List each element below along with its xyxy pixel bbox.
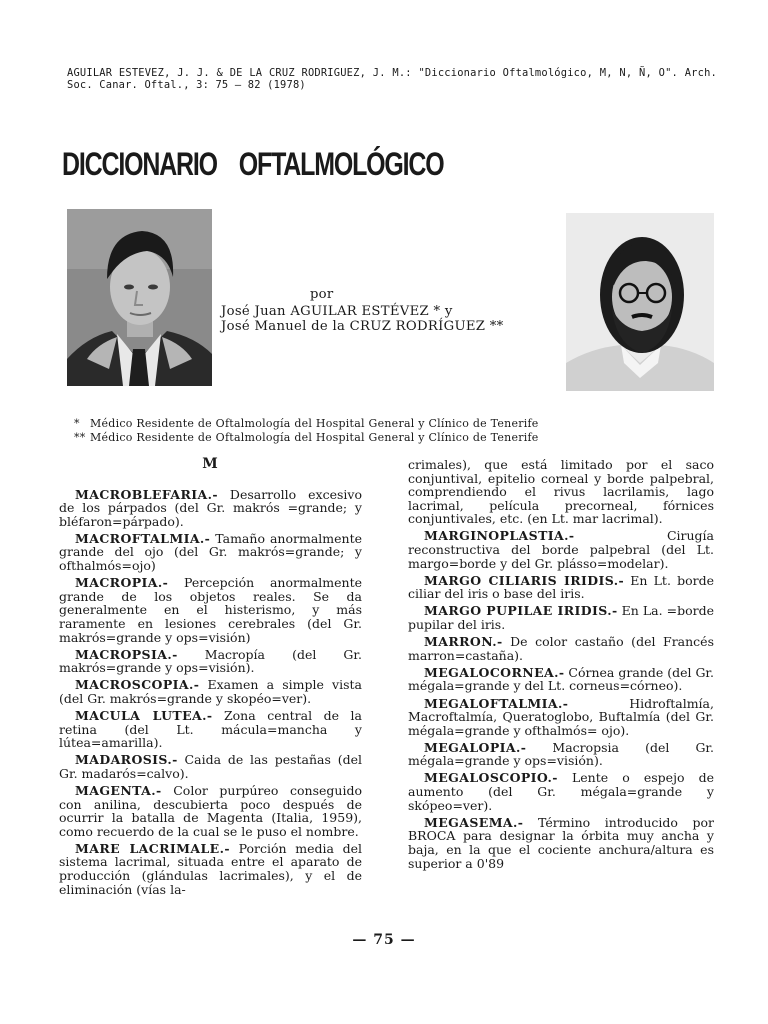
entry-definition: Tamaño anormalmente grande del ojo (del Gr. makrós=grande; y ofthalmós=ojo) <box>59 530 362 574</box>
entry-definition: En La. =borde pupilar del iris. <box>408 603 714 633</box>
affiliation-text: Médico Residente de Oftalmología del Hospital General y Clínico de Tenerife <box>90 417 539 430</box>
dictionary-entry <box>408 635 714 662</box>
entry-term: MADAROSIS.- <box>75 752 178 768</box>
entry-term: MACROFTALMIA.- <box>75 530 211 546</box>
dictionary-entry <box>408 666 714 693</box>
right-column <box>408 458 714 874</box>
entry-term: MEGALOCORNEA.- <box>424 664 565 680</box>
affiliation-mark: ** <box>74 431 86 444</box>
dictionary-entry <box>408 574 714 601</box>
byline-author-2: José Manuel de la CRUZ RODRÍGUEZ ** <box>221 319 504 334</box>
author-photo-1 <box>67 209 212 386</box>
page-number: — 75 — <box>352 932 416 948</box>
dictionary-entry <box>59 532 362 573</box>
affiliations <box>74 417 694 445</box>
entry-term: MACROPSIA.- <box>75 646 178 662</box>
dictionary-entry <box>408 529 714 570</box>
affiliation-1 <box>74 417 694 431</box>
entry-term: MARGINOPLASTIA.- <box>424 528 575 544</box>
dictionary-entry <box>59 576 362 644</box>
entry-definition: Examen a simple vista (del Gr. makrós=grande y skopéo=ver). <box>59 677 362 706</box>
left-column <box>59 458 362 900</box>
entry-definition: Percepción anormalmente grande de los objetos reales. Se da generalmente en el histerismo, y más raramente en lesiones cerebrales (del Gr. makrós=grande y ops=visión) <box>59 575 362 645</box>
dictionary-entry <box>408 697 714 738</box>
entry-term: MACROPIA.- <box>75 575 169 591</box>
entry-definition: Macropsia (del Gr. mégala=grande y ops=visión). <box>408 739 714 769</box>
dictionary-entry <box>408 604 714 631</box>
entry-term: MACULA LUTEA.- <box>75 708 213 723</box>
entry-term: MARGO PUPILAE IRIDIS.- <box>424 603 618 619</box>
entry-definition: Cirugía reconstructiva del borde palpebral (del Lt. margo=borde y del Gr. plásso=modelar). <box>408 528 714 571</box>
entry-term: MARRON.- <box>424 634 503 650</box>
dictionary-entry <box>408 816 714 870</box>
byline-por: por <box>309 287 334 302</box>
dictionary-entry <box>59 488 362 529</box>
entry-term: MARE LACRIMALE.- <box>75 840 230 856</box>
entry-definition: Lente o espejo de aumento (del Gr. mégala=grande y skópeo=ver). <box>408 770 714 813</box>
affiliation-mark: * <box>74 417 80 430</box>
article-title-part1: DICCIONARIO <box>62 146 217 182</box>
entry-term: MEGALOPIA.- <box>424 739 527 755</box>
entry-term: MARGO CILIARIS IRIDIS.- <box>424 572 625 588</box>
entry-definition: Término introducido por BROCA para designar la órbita muy ancha y baja, en la que el cociente anchura/altura es superior a 0'89 <box>408 814 714 871</box>
entry-definition: De color castaño (del Francés marron=castaña). <box>408 634 714 663</box>
entry-term: MEGALOSCOPIO.- <box>424 770 558 786</box>
dictionary-entry <box>59 678 362 705</box>
dictionary-entry <box>59 784 362 838</box>
entry-term: MEGALOFTALMIA.- <box>424 695 569 711</box>
entry-term: MAGENTA.- <box>75 782 162 798</box>
article-title-part2: OFTALMOLÓGICO <box>238 146 444 182</box>
article-title <box>62 146 444 182</box>
author-photo-2 <box>566 213 714 391</box>
affiliation-text: Médico Residente de Oftalmología del Hospital General y Clínico de Tenerife <box>90 431 539 444</box>
byline-author-1: José Juan AGUILAR ESTÉVEZ * y <box>221 303 453 319</box>
entry-term: MACROBLEFARIA.- <box>75 486 218 502</box>
dictionary-entry <box>59 709 362 750</box>
affiliation-2 <box>74 431 694 445</box>
entry-definition: Macropía (del Gr. makrós=grande y ops=visión). <box>59 646 362 676</box>
entry-definition: Desarrollo excesivo de los párpados (del Gr. makrós =grande; y bléfaron=párpado). <box>59 486 362 529</box>
entry-definition: Córnea grande (del Gr. mégala=grande y del Lt. corneus=córneo). <box>408 664 715 694</box>
dictionary-entry <box>59 753 362 780</box>
byline <box>221 287 504 335</box>
entry-definition: Color purpúreo conseguido con anilina, descubierta poco después de ocurrir la batalla de Magenta (Italia, 1959), como recuerdo de la cual se le puso el nombre. <box>59 782 362 839</box>
entry-definition: En Lt. borde ciliar del iris o base del iris. <box>408 572 714 602</box>
dictionary-entry <box>408 741 714 768</box>
entry-term: MACROSCOPIA.- <box>75 677 200 693</box>
citation-header: AGUILAR ESTEVEZ, J. J. & DE LA CRUZ RODRIGUEZ, J. M.: "Diccionario Oftalmológico, M, N, Ñ, O". Arch. Soc. Canar. Oftal., 3: 75 — 82 (1978) <box>67 67 717 91</box>
section-letter: M <box>202 456 219 472</box>
entry-definition: Zona central de la retina (del Lt. mácula=mancha y lútea=amarilla). <box>59 708 362 751</box>
entry-continuation: crimales), que está limitado por el saco conjuntival, epitelio corneal y borde palpebral, comprendiendo el rivus lacrilamis, lago lacrimal, película precorneal, fórnices conjuntivales, etc. (en Lt. mar lacrimal). <box>408 457 714 527</box>
entry-definition: Porción media del sistema lacrimal, situada entre el aparato de producción (glándulas lacrimales), y el de eliminación (vías la- <box>59 840 362 897</box>
dictionary-entry <box>408 771 714 812</box>
dictionary-entry <box>59 842 362 896</box>
entry-definition: Hidroftalmía, Macroftalmía, Queratoglobo, Buftalmía (del Gr. mégala=grande y ofthalmós= ojo). <box>408 695 714 738</box>
entry-definition: Caida de las pestañas (del Gr. madarós=calvo). <box>59 752 362 781</box>
dictionary-entry <box>59 648 362 675</box>
entry-term: MEGASEMA.- <box>424 814 524 830</box>
